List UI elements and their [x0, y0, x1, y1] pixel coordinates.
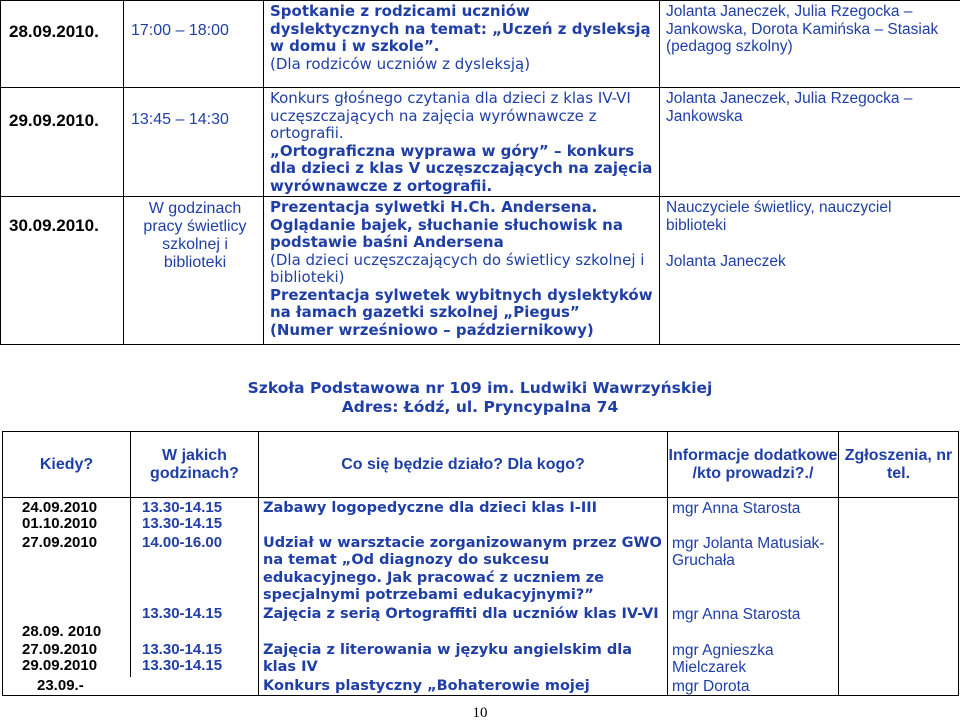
event-date: 30.09.2010.: [1, 197, 124, 345]
table-row: [3, 677, 959, 696]
event-host: [660, 197, 960, 345]
table-row: [3, 498, 959, 534]
date-line: 29.09.2010: [22, 656, 98, 674]
event-host: mgr Anna Starosta: [668, 605, 839, 641]
event-line: Oglądanie bajek, słuchanie słuchowisk na podstawie baśni Andersena: [270, 215, 623, 251]
event-time: [131, 641, 259, 677]
event-contact: [839, 641, 959, 677]
event-host-line: Jolanta Janeczek: [666, 253, 786, 270]
event-time: 13.30-14.15: [131, 605, 259, 641]
event-time: [131, 498, 259, 534]
schedule-table-top: [0, 0, 960, 345]
time-line: 13.30-14.15: [142, 656, 223, 674]
event-host: Jolanta Janeczek, Julia Rzegocka – Jankowska: [660, 88, 960, 197]
table-row: [1, 88, 960, 197]
page-number: 10: [472, 705, 488, 721]
event-time: 13:45 – 14:30: [124, 88, 264, 197]
event-date: 29.09.2010.: [1, 88, 124, 197]
event-line: „Ortograficzna wyprawa w góry” – konkurs dla dzieci z klas V uczęszczających na zajęcia wyrównawcze z ortografii.: [270, 141, 653, 195]
header-contact: Zgłoszenia, nr tel.: [839, 432, 959, 498]
time-line: 13.30-14.15: [142, 640, 223, 658]
event-date: 28.09.2010.: [1, 1, 124, 88]
event-description: [264, 88, 660, 197]
event-host: mgr Jolanta Matusiak-Gruchała: [668, 534, 839, 605]
event-contact: [839, 605, 959, 641]
event-time: W godzinach pracy świetlicy szkolnej i biblioteki: [124, 197, 264, 345]
header-info: Informacje dodatkowe /kto prowadzi?./: [668, 432, 839, 498]
time-line: 13.30-14.15: [142, 515, 223, 532]
header-when: Kiedy?: [3, 432, 131, 498]
event-date: 27.09.2010: [3, 534, 131, 605]
event-note: (Dla rodziców uczniów z dysleksją): [270, 54, 531, 73]
school-address: Adres: Łódź, ul. Pryncypalna 74: [341, 398, 619, 416]
date-line: 01.10.2010: [22, 515, 98, 532]
table-header-row: [3, 432, 959, 498]
event-line: Prezentacja sylwetek wybitnych dyslektyków na łamach gazetki szkolnej „Piegus”: [270, 285, 653, 321]
event-description: Udział w warsztacie zorganizowanym przez GWO na temat „Od diagnozy do sukcesu edukacyjnego. Jak pracować z uczniem ze specjalnymi potrzebami edukacyjnymi?”: [259, 534, 668, 605]
event-host-line: Nauczyciele świetlicy, nauczyciel biblioteki: [666, 199, 892, 234]
event-time: 17:00 – 18:00: [124, 1, 264, 88]
table-row: [1, 1, 960, 88]
event-date: 28.09. 2010: [3, 605, 131, 641]
event-line: dyslektycznych na temat: „Uczeń z dysleksją: [270, 19, 651, 38]
event-line: (Dla dzieci uczęszczających do świetlicy szkolnej i biblioteki): [270, 250, 645, 286]
table-row: [3, 641, 959, 677]
event-line: Prezentacja sylwetki H.Ch. Andersena.: [270, 198, 598, 216]
event-line: Spotkanie z rodzicami uczniów: [270, 2, 530, 20]
event-description: Zajęcia z literowania w języku angielskim dla klas IV: [259, 641, 668, 677]
event-line: w domu i w szkole”.: [270, 37, 440, 55]
event-date: [3, 641, 131, 677]
table-row: [3, 534, 959, 605]
event-description: Zajęcia z serią Ortograffiti dla uczniów klas IV-VI: [259, 605, 668, 641]
event-date: 23.09.-: [3, 677, 259, 696]
event-description: Konkurs plastyczny „Bohaterowie mojej: [259, 677, 668, 696]
school-name: Szkoła Podstawowa nr 109 im. Ludwiki Wawrzyńskiej: [247, 379, 713, 397]
event-contact: [839, 498, 959, 534]
date-line: 27.09.2010: [22, 640, 98, 658]
event-line: (Numer wrześniowo – październikowy): [270, 320, 594, 339]
event-host: Jolanta Janeczek, Julia Rzegocka – Jankowska, Dorota Kamińska – Stasiak (pedagog szkolny): [660, 1, 960, 88]
event-description: [264, 197, 660, 345]
event-description: Zabawy logopedyczne dla dzieci klas I-III: [259, 498, 668, 534]
event-contact: [839, 677, 959, 696]
event-time: 14.00-16.00: [131, 534, 259, 605]
event-date: [3, 498, 131, 534]
header-hours: W jakich godzinach?: [131, 432, 259, 498]
date-line: 24.09.2010: [22, 499, 98, 516]
header-what: Co się będzie działo? Dla kogo?: [259, 432, 668, 498]
schedule-table-bottom: [2, 431, 959, 696]
event-host: mgr Agnieszka Mielczarek: [668, 641, 839, 677]
table-row: [1, 197, 960, 345]
event-description: [264, 1, 660, 88]
event-contact: [839, 534, 959, 605]
table-row: [3, 605, 959, 641]
event-line: Konkurs głośnego czytania dla dzieci z klas IV-VI uczęszczających na zajęcia wyrównawcze z ortografii.: [270, 89, 631, 142]
time-line: 13.30-14.15: [142, 499, 223, 516]
event-host: mgr Anna Starosta: [668, 498, 839, 534]
event-host: mgr Dorota: [668, 677, 839, 696]
